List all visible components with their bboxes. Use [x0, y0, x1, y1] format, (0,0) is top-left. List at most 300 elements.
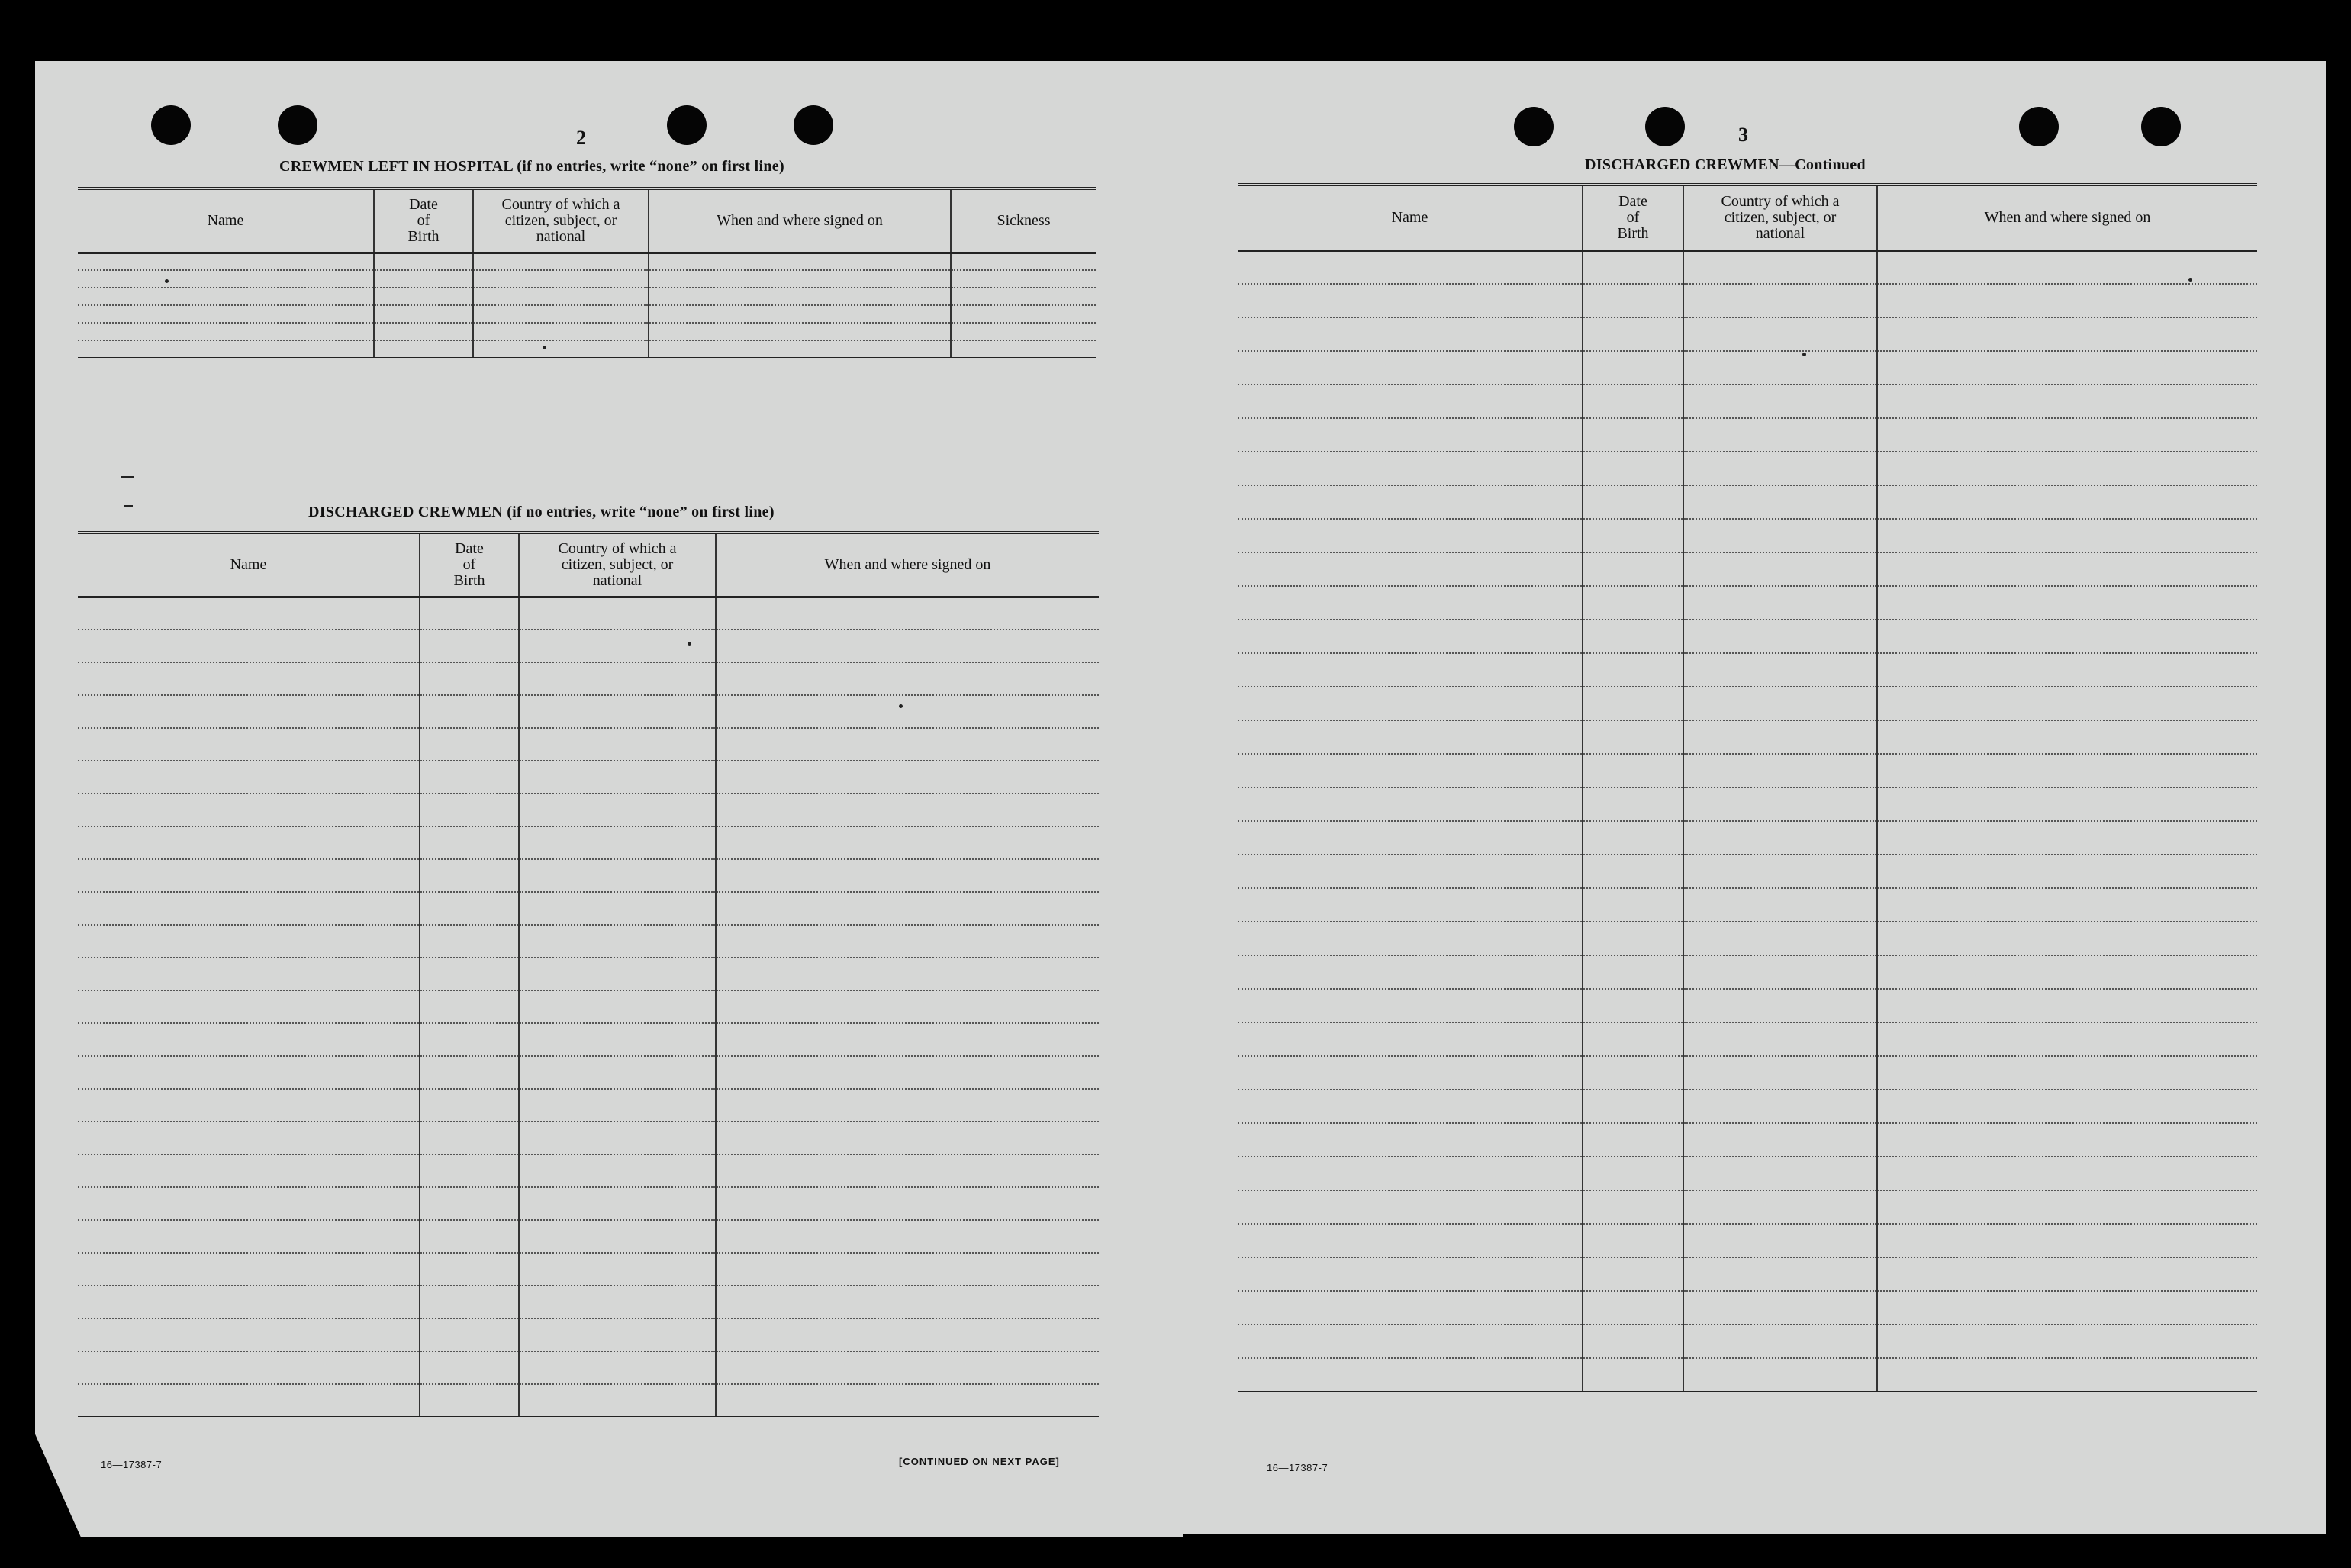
- table-cell: [716, 1023, 1099, 1056]
- table-cell: [1683, 1190, 1877, 1224]
- table-cell: [716, 1154, 1099, 1187]
- table-cell: [1877, 586, 2257, 620]
- table-cell: [1683, 620, 1877, 653]
- table-cell: [1683, 552, 1877, 586]
- table-cell: [1877, 1190, 2257, 1224]
- table-cell: [519, 1023, 716, 1056]
- table-row: [78, 990, 1099, 1023]
- table-cell: [1583, 284, 1683, 317]
- table-cell: [1583, 1123, 1683, 1157]
- table-row: [1238, 787, 2257, 821]
- hospital-section-title: [279, 158, 784, 175]
- table-cell: [1583, 620, 1683, 653]
- table-cell: [1683, 1022, 1877, 1056]
- table-row: [1238, 1123, 2257, 1157]
- table-cell: [1683, 754, 1877, 787]
- col-country: Country of which a citizen, subject, or national: [1683, 185, 1877, 250]
- table-cell: [420, 1089, 519, 1122]
- table-cell: [78, 662, 420, 695]
- table-row: [78, 1253, 1099, 1286]
- table-cell: [1238, 1022, 1583, 1056]
- table-cell: [1877, 519, 2257, 552]
- table-cell: [1683, 1123, 1877, 1157]
- table-cell: [1583, 653, 1683, 687]
- table-row: [1238, 317, 2257, 351]
- table-cell: [1238, 351, 1583, 385]
- table-cell: [1583, 855, 1683, 888]
- table-row: [78, 695, 1099, 728]
- table-cell: [1238, 1056, 1583, 1090]
- table-cell: [420, 892, 519, 925]
- table-cell: [1877, 787, 2257, 821]
- table-cell: [78, 1089, 420, 1122]
- discharged-table: [78, 531, 1099, 1418]
- table-cell: [1683, 1157, 1877, 1190]
- table-cell: [1877, 855, 2257, 888]
- table-cell: [1683, 955, 1877, 989]
- table-cell: [78, 695, 420, 728]
- table-row: [1238, 855, 2257, 888]
- table-cell: [420, 1253, 519, 1286]
- table-cell: [78, 597, 420, 629]
- table-cell: [1877, 687, 2257, 720]
- punch-hole: [667, 105, 707, 145]
- table-cell: [1238, 284, 1583, 317]
- table-cell: [716, 826, 1099, 859]
- punch-hole: [1514, 107, 1554, 146]
- table-row: [1238, 1022, 2257, 1056]
- table-cell: [1683, 418, 1877, 452]
- punch-hole: [2019, 107, 2059, 146]
- table-cell: [1683, 1056, 1877, 1090]
- table-cell: [1877, 653, 2257, 687]
- table-cell: [78, 826, 420, 859]
- table-cell: [1583, 1056, 1683, 1090]
- ink-speck: [1802, 353, 1806, 356]
- table-cell: [519, 859, 716, 892]
- table-row: [1238, 1325, 2257, 1358]
- table-cell: [519, 925, 716, 958]
- table-cell: [1238, 620, 1583, 653]
- table-cell: [420, 990, 519, 1023]
- table-cell: [78, 1187, 420, 1220]
- table-cell: [420, 1122, 519, 1154]
- table-cell: [716, 1089, 1099, 1122]
- table-cell: [1683, 1224, 1877, 1257]
- continued-note: [CONTINUED ON NEXT PAGE]: [899, 1456, 1060, 1467]
- table-cell: [1238, 485, 1583, 519]
- table-cell: [1583, 1358, 1683, 1392]
- table-cell: [1238, 452, 1583, 485]
- table-cell: [1683, 385, 1877, 418]
- discharged-continued-table: [1238, 183, 2257, 1393]
- table-cell: [78, 1351, 420, 1384]
- table-cell: [1877, 1257, 2257, 1291]
- hospital-table: [78, 187, 1096, 359]
- table-cell: [1238, 787, 1583, 821]
- table-row: [1238, 485, 2257, 519]
- table-cell: [1238, 687, 1583, 720]
- table-cell: [420, 761, 519, 794]
- table-row: [1238, 1358, 2257, 1392]
- table-cell: [1238, 552, 1583, 586]
- table-cell: [420, 695, 519, 728]
- table-cell: [1683, 989, 1877, 1022]
- table-cell: [1683, 1358, 1877, 1392]
- table-row: [78, 958, 1099, 990]
- table-cell: [1683, 687, 1877, 720]
- table-cell: [1238, 1224, 1583, 1257]
- table-cell: [420, 1220, 519, 1253]
- table-row: [78, 794, 1099, 826]
- table-cell: [1877, 955, 2257, 989]
- table-cell: [1238, 1358, 1583, 1392]
- table-cell: [1238, 922, 1583, 955]
- table-cell: [1877, 1157, 2257, 1190]
- table-cell: [1877, 452, 2257, 485]
- table-row: [78, 288, 1096, 305]
- table-cell: [420, 1384, 519, 1417]
- form-code-right: 16—17387-7: [1267, 1462, 1328, 1473]
- table-row: [78, 1089, 1099, 1122]
- table-cell: [1683, 485, 1877, 519]
- table-row: [78, 925, 1099, 958]
- table-row: [1238, 1157, 2257, 1190]
- punch-hole: [1645, 107, 1685, 146]
- table-cell: [1877, 1224, 2257, 1257]
- table-cell: [1683, 1325, 1877, 1358]
- table-cell: [1877, 1325, 2257, 1358]
- table-cell: [420, 925, 519, 958]
- table-cell: [1238, 519, 1583, 552]
- table-cell: [1583, 586, 1683, 620]
- table-row: [78, 323, 1096, 340]
- table-cell: [420, 629, 519, 662]
- table-cell: [716, 1286, 1099, 1318]
- table-cell: [1583, 418, 1683, 452]
- col-signed-on: When and where signed on: [716, 533, 1099, 597]
- table-cell: [716, 859, 1099, 892]
- table-cell: [716, 1253, 1099, 1286]
- table-cell: [716, 1384, 1099, 1417]
- table-cell: [1583, 888, 1683, 922]
- ink-speck: [165, 279, 169, 283]
- table-row: [1238, 1056, 2257, 1090]
- table-cell: [420, 1056, 519, 1089]
- table-row: [1238, 1224, 2257, 1257]
- table-cell: [519, 1089, 716, 1122]
- table-cell: [1238, 1257, 1583, 1291]
- table-row: [1238, 552, 2257, 586]
- ink-speck: [543, 346, 546, 349]
- table-cell: [78, 859, 420, 892]
- table-cell: [716, 1318, 1099, 1351]
- table-cell: [78, 761, 420, 794]
- table-cell: [1877, 1090, 2257, 1123]
- table-cell: [716, 728, 1099, 761]
- table-row: [1238, 284, 2257, 317]
- table-cell: [519, 1384, 716, 1417]
- table-cell: [1238, 1190, 1583, 1224]
- punch-hole: [794, 105, 833, 145]
- col-country: Country of which a citizen, subject, or national: [519, 533, 716, 597]
- table-cell: [1683, 284, 1877, 317]
- table-cell: [1683, 452, 1877, 485]
- table-cell: [78, 1318, 420, 1351]
- table-row: [1238, 1257, 2257, 1291]
- table-cell: [1683, 519, 1877, 552]
- table-row: [78, 305, 1096, 323]
- table-cell: [78, 1384, 420, 1417]
- table-cell: [519, 990, 716, 1023]
- table-cell: [1583, 452, 1683, 485]
- table-cell: [716, 925, 1099, 958]
- table-cell: [78, 925, 420, 958]
- discharged-title-main: DISCHARGED CREWMEN: [308, 504, 503, 520]
- table-cell: [1877, 720, 2257, 754]
- table-cell: [420, 728, 519, 761]
- table-cell: [1683, 351, 1877, 385]
- table-cell: [420, 662, 519, 695]
- table-cell: [519, 597, 716, 629]
- table-cell: [1583, 1257, 1683, 1291]
- table-row: [1238, 687, 2257, 720]
- table-cell: [1683, 317, 1877, 351]
- col-date-of-birth: Date of Birth: [1583, 185, 1683, 250]
- table-cell: [1877, 385, 2257, 418]
- table-row: [1238, 250, 2257, 284]
- table-cell: [420, 826, 519, 859]
- table-row: [1238, 989, 2257, 1022]
- table-row: [1238, 1190, 2257, 1224]
- table-cell: [1583, 385, 1683, 418]
- table-cell: [1877, 989, 2257, 1022]
- table-row: [1238, 821, 2257, 855]
- table-cell: [519, 826, 716, 859]
- table-cell: [1683, 586, 1877, 620]
- table-cell: [1238, 1291, 1583, 1325]
- table-row: [78, 270, 1096, 288]
- table-cell: [1583, 317, 1683, 351]
- table-cell: [1583, 1291, 1683, 1325]
- table-cell: [1238, 385, 1583, 418]
- table-cell: [716, 629, 1099, 662]
- table-row: [1238, 519, 2257, 552]
- discharged-section-title: [308, 504, 775, 521]
- table-cell: [1877, 1358, 2257, 1392]
- table-cell: [519, 1318, 716, 1351]
- table-cell: [1583, 250, 1683, 284]
- table-row: [78, 597, 1099, 629]
- table-row: [78, 629, 1099, 662]
- table-cell: [1583, 1090, 1683, 1123]
- table-cell: [716, 958, 1099, 990]
- table-row: [1238, 720, 2257, 754]
- table-cell: [78, 1122, 420, 1154]
- table-cell: [78, 1253, 420, 1286]
- table-cell: [1683, 1090, 1877, 1123]
- page-number-right: 3: [1738, 124, 1748, 146]
- table-cell: [716, 1056, 1099, 1089]
- table-cell: [1877, 552, 2257, 586]
- ink-speck: [2188, 278, 2192, 282]
- ink-speck: [899, 704, 903, 708]
- table-row: [78, 761, 1099, 794]
- table-row: [78, 1056, 1099, 1089]
- table-row: [1238, 922, 2257, 955]
- table-cell: [1877, 888, 2257, 922]
- table-cell: [716, 597, 1099, 629]
- table-row: [78, 1286, 1099, 1318]
- table-cell: [420, 1023, 519, 1056]
- table-row: [78, 340, 1096, 358]
- table-cell: [78, 1023, 420, 1056]
- col-name: Name: [1238, 185, 1583, 250]
- table-cell: [78, 958, 420, 990]
- table-row: [1238, 418, 2257, 452]
- table-cell: [1238, 317, 1583, 351]
- hospital-title-instruction: (if no entries, write “none” on first line): [517, 158, 784, 175]
- table-row: [1238, 1090, 2257, 1123]
- discharged-title-instruction: (if no entries, write “none” on first line): [507, 504, 775, 520]
- stray-mark: [124, 505, 133, 507]
- stray-mark: [121, 476, 134, 478]
- table-cell: [1583, 989, 1683, 1022]
- table-cell: [78, 1220, 420, 1253]
- table-cell: [1238, 754, 1583, 787]
- table-cell: [519, 1351, 716, 1384]
- col-name: Name: [78, 533, 420, 597]
- table-cell: [1877, 620, 2257, 653]
- table-cell: [519, 794, 716, 826]
- discharged-continued-title: DISCHARGED CREWMEN—Continued: [1585, 156, 1866, 173]
- table-cell: [1877, 754, 2257, 787]
- table-cell: [1583, 1190, 1683, 1224]
- table-cell: [1238, 955, 1583, 989]
- table-row: [78, 892, 1099, 925]
- table-cell: [1683, 787, 1877, 821]
- table-cell: [1877, 1291, 2257, 1325]
- table-cell: [78, 1286, 420, 1318]
- table-cell: [420, 597, 519, 629]
- table-cell: [1683, 653, 1877, 687]
- table-cell: [1877, 922, 2257, 955]
- table-cell: [716, 990, 1099, 1023]
- table-cell: [1583, 821, 1683, 855]
- table-cell: [1877, 821, 2257, 855]
- col-signed-on: When and where signed on: [1877, 185, 2257, 250]
- table-cell: [1583, 485, 1683, 519]
- table-cell: [519, 1056, 716, 1089]
- punch-hole: [151, 105, 191, 145]
- table-cell: [1238, 1123, 1583, 1157]
- table-cell: [1877, 284, 2257, 317]
- table-cell: [78, 892, 420, 925]
- col-signed-on: When and where signed on: [649, 188, 951, 253]
- table-cell: [1238, 821, 1583, 855]
- table-row: [1238, 385, 2257, 418]
- table-cell: [78, 1154, 420, 1187]
- table-cell: [519, 695, 716, 728]
- table-row: [78, 1023, 1099, 1056]
- table-cell: [420, 859, 519, 892]
- table-cell: [716, 1122, 1099, 1154]
- table-cell: [519, 1154, 716, 1187]
- table-row: [78, 728, 1099, 761]
- table-cell: [1238, 653, 1583, 687]
- table-cell: [420, 794, 519, 826]
- punch-hole: [278, 105, 317, 145]
- table-cell: [1683, 821, 1877, 855]
- table-row: [1238, 586, 2257, 620]
- table-row: [1238, 653, 2257, 687]
- table-cell: [1877, 485, 2257, 519]
- table-cell: [1583, 1325, 1683, 1358]
- table-cell: [1583, 955, 1683, 989]
- table-cell: [716, 662, 1099, 695]
- table-cell: [1683, 855, 1877, 888]
- table-cell: [716, 1187, 1099, 1220]
- table-cell: [420, 1318, 519, 1351]
- table-row: [78, 1351, 1099, 1384]
- table-row: [78, 1318, 1099, 1351]
- punch-hole: [2141, 107, 2181, 146]
- table-cell: [519, 761, 716, 794]
- table-row: [78, 253, 1096, 270]
- table-cell: [1583, 351, 1683, 385]
- hospital-title-main: CREWMEN LEFT IN HOSPITAL: [279, 158, 513, 175]
- table-cell: [716, 695, 1099, 728]
- table-cell: [1583, 687, 1683, 720]
- table-row: [1238, 955, 2257, 989]
- table-cell: [1683, 922, 1877, 955]
- table-cell: [1238, 720, 1583, 754]
- table-cell: [1238, 855, 1583, 888]
- table-row: [78, 1154, 1099, 1187]
- table-cell: [1877, 1056, 2257, 1090]
- table-cell: [1877, 418, 2257, 452]
- table-cell: [716, 794, 1099, 826]
- table-cell: [1583, 1157, 1683, 1190]
- table-cell: [1238, 418, 1583, 452]
- table-row: [1238, 351, 2257, 385]
- table-cell: [78, 629, 420, 662]
- table-cell: [1238, 1090, 1583, 1123]
- table-cell: [519, 728, 716, 761]
- table-cell: [519, 1253, 716, 1286]
- table-cell: [1683, 250, 1877, 284]
- form-code-left: 16—17387-7: [101, 1459, 163, 1470]
- table-cell: [519, 1286, 716, 1318]
- table-row: [78, 1220, 1099, 1253]
- table-cell: [1583, 519, 1683, 552]
- col-name: Name: [78, 188, 374, 253]
- page-number-left: 2: [576, 127, 586, 149]
- table-cell: [420, 1154, 519, 1187]
- table-cell: [1683, 1291, 1877, 1325]
- table-row: [1238, 754, 2257, 787]
- table-cell: [519, 1187, 716, 1220]
- table-cell: [420, 1187, 519, 1220]
- table-cell: [1238, 989, 1583, 1022]
- table-cell: [1583, 787, 1683, 821]
- table-cell: [1683, 1257, 1877, 1291]
- table-cell: [1877, 1123, 2257, 1157]
- ink-speck: [688, 642, 691, 646]
- table-cell: [1238, 586, 1583, 620]
- table-cell: [1583, 754, 1683, 787]
- table-cell: [78, 1056, 420, 1089]
